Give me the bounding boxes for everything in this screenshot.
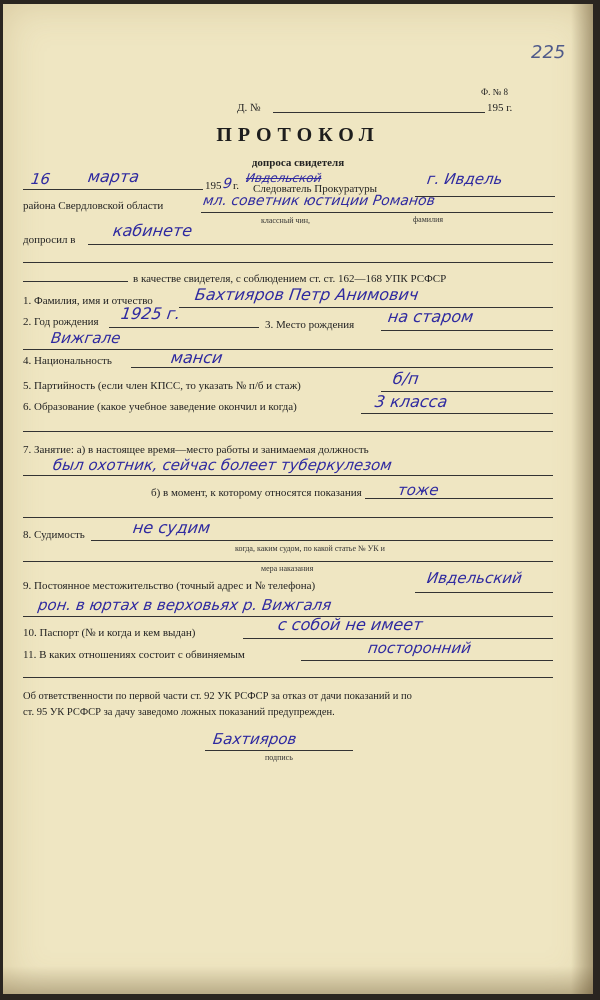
field-relation-label: 11. В каких отношениях состоит с обвиняемым [23,649,245,661]
year-label: 195 г. [487,102,513,114]
field-residence-value: Ивдельский [425,569,524,587]
field-birthplace-line-2 [23,349,553,350]
field-nationality-line [131,367,553,368]
field-occupation-b-label: б) в момент, к которому относятся показания [151,487,362,499]
field-occupation-value: был охотник, сейчас болеет туберкулезом [51,456,394,474]
city-hand: г. Ивдель [425,170,504,188]
prosecutor-label: Следователь Прокуратуры [253,183,378,195]
row1-line [415,196,555,197]
blank-line-2 [23,281,128,282]
field-nationality-label: 4. Национальность [23,355,112,367]
responsibility-line-1: Об ответственности по первой части ст. 92 УК РСФСР за отказ от дачи показаний и по [23,691,412,702]
field-occupation-b-line [365,498,553,499]
field-conviction-line [91,540,553,541]
field-passport-value: с собой не имеет [276,615,424,634]
blank-line-6 [23,677,553,678]
witness-signature: Бахтияров [211,730,298,748]
measure-caption: мера наказания [261,564,314,573]
blank-line-5 [23,561,553,562]
blank-line-1 [23,262,553,263]
responsibility-line-2: ст. 95 УК РСФСР за дачу заведомо ложных показаний предупрежден. [23,707,335,718]
field-conviction-value: не судим [131,518,212,537]
page-edge [3,966,593,994]
field-passport-label: 10. Паспорт (№ и когда и кем выдан) [23,627,196,639]
field-birthplace-label: 3. Место рождения [265,319,355,331]
field-occupation-b-value: тоже [396,481,441,499]
field-name-line [179,307,553,308]
field-birthyear-label: 2. Год рождения [23,316,99,328]
field-birthyear-value: 1925 г. [119,304,182,323]
date-month: марта [86,167,141,186]
form-number: Ф. № 8 [481,87,508,97]
field-education-label: 6. Образование (какое учебное заведение окончил и когда) [23,401,297,413]
field-relation-value: посторонний [366,639,473,657]
interrogated-label: допросил в [23,234,76,246]
field-birthyear-line [109,327,259,328]
field-residence-value-2: рон. в юртах в верховьях р. Вижгаля [36,596,333,614]
field-party-value: б/п [391,369,421,388]
case-number-line [273,112,485,113]
case-number-label: Д. № [237,102,261,114]
row2-line [201,212,553,213]
field-birthplace-value: на старом [386,307,475,326]
witness-capacity: в качестве свидетеля, с соблюдением ст. ст. 162—168 УПК РСФСР [133,273,447,285]
field-name-label: 1. Фамилия, имя и отчество [23,295,153,307]
page-subtitle: допроса свидетеля [251,157,345,169]
field-birthplace-line [381,330,553,331]
signature-line [205,750,353,751]
field-occupation-line [23,475,553,476]
year-digit: 9 [221,176,234,192]
blank-line-3 [23,431,553,432]
document-page [3,4,593,994]
struck-word: Ивдельской [245,171,323,185]
year-g: г. [233,180,240,192]
field-party-label: 5. Партийность (если член КПСС, то указать № п/б и стаж) [23,380,301,392]
field-conviction-label: 8. Судимость [23,529,85,541]
date-line [23,189,203,190]
surname-caption: фамилия [413,215,444,224]
field-occupation-label: 7. Занятие: а) в настоящее время—место работы и занимаемая должность [23,444,369,456]
field-education-line [361,413,553,414]
date-day: 16 [29,170,52,188]
field-relation-line [301,660,553,661]
rank-caption: классный чин, [261,216,311,225]
field-residence-label: 9. Постоянное местожительство (точный адрес и № телефона) [23,580,316,592]
location-hand: кабинете [111,221,194,240]
conviction-caption: когда, каким судом, по какой статье № УК и [235,544,385,553]
signature-caption: подпись [265,753,293,762]
field-residence-line [415,592,553,593]
page-number: 225 [531,42,566,63]
year-prefix: 195 [205,180,222,192]
row3-line [88,244,553,245]
field-education-value: 3 класса [373,392,449,411]
investigator-hand: мл. советник юстиции Романов [201,193,437,209]
page-title: ПРОТОКОЛ [216,124,380,146]
field-name-value: Бахтияров Петр Анимович [193,285,420,304]
field-nationality-value: манси [169,348,224,367]
page-shadow [571,4,593,994]
district-label: района Свердловской области [23,200,164,212]
blank-line-4 [23,517,553,518]
field-birthplace-value-2: Вижгале [49,329,122,347]
